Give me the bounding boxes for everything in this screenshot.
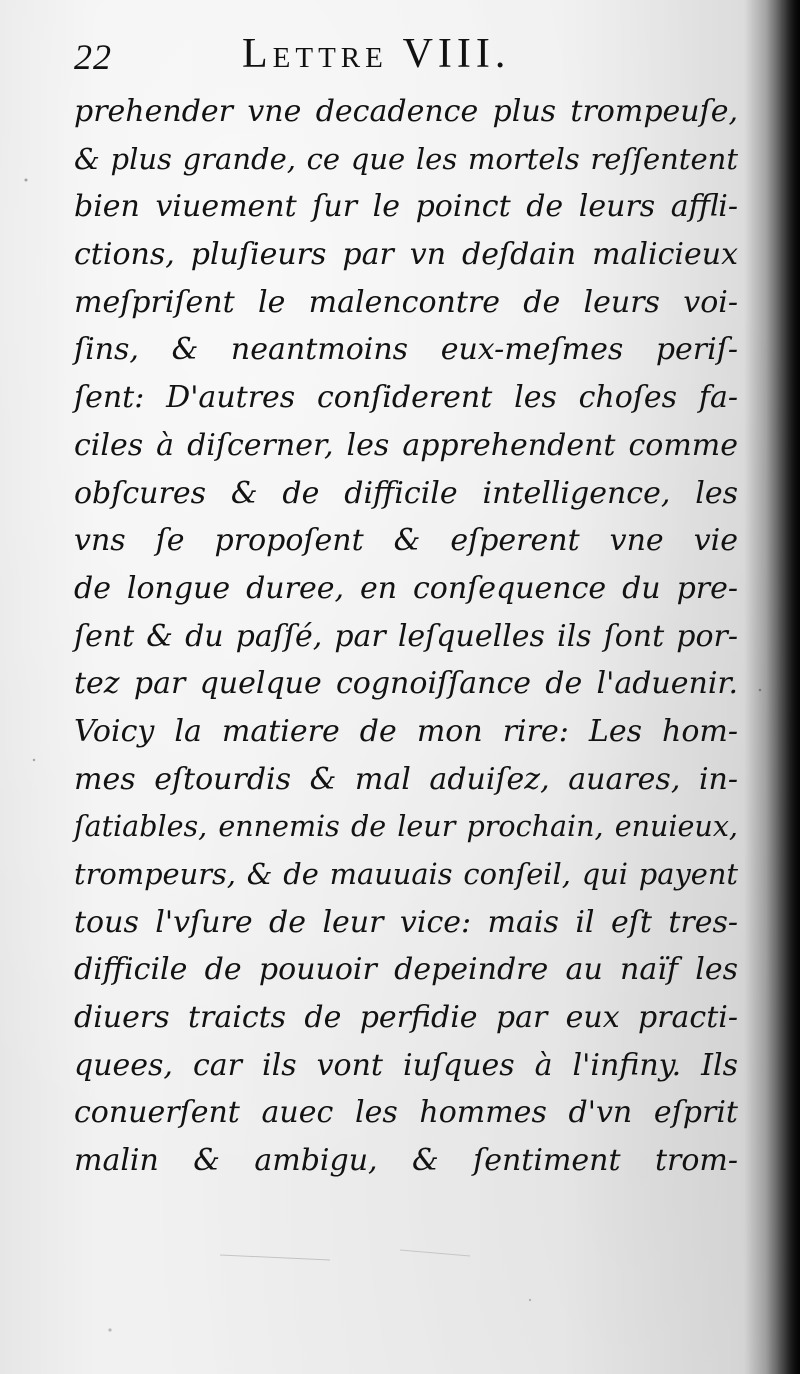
page-number: 22 <box>74 37 112 77</box>
page-edge-shadow <box>766 0 800 1374</box>
text-line: ciles à diſcerner, les apprehendent comme <box>74 427 738 463</box>
text-line: prehender vne decadence plus trompeuſe, <box>74 94 738 129</box>
text-line: ctions, pluſieurs par vn deſdain malicieux <box>74 237 738 273</box>
text-line: trompeurs, & de mauuais conſeil, qui payent <box>74 857 738 891</box>
text-line: ſent & du paſſé, par leſquelles ils ſont por- <box>74 618 738 654</box>
text-line: ſins, & neantmoins eux-meſmes periſ- <box>74 332 738 368</box>
text-line: mes eſtourdis & mal aduiſez, auares, in- <box>74 761 738 797</box>
text-line: Voicy la matiere de mon rire: Les hom- <box>74 713 738 749</box>
text-line: malin & ambigu, & ſentiment trom- <box>74 1143 738 1179</box>
running-head: Lettre VIII. <box>242 31 511 77</box>
text-line: ſent: D'autres conſiderent les choſes fa- <box>74 380 738 416</box>
text-line: tez par quelque cognoiſſance de l'aduenir. <box>74 666 738 702</box>
page-header <box>74 30 734 86</box>
body-text <box>74 88 738 1185</box>
text-line: de longue duree, en conſequence du pre- <box>74 570 738 606</box>
text-line: diuers traicts de perfidie par eux practi- <box>74 1000 738 1036</box>
text-line: obſcures & de difficile intelligence, les <box>74 475 738 511</box>
text-line: tous l'vſure de leur vice: mais il eſt tres- <box>74 904 738 940</box>
text-line: vns ſe propoſent & eſperent vne vie <box>74 523 738 559</box>
text-line: difficile de pouuoir depeindre au naïf les <box>74 952 738 988</box>
text-line: conuerſent auec les hommes d'vn eſprit <box>74 1095 738 1131</box>
text-line: bien viuement ſur le poinct de leurs affli- <box>74 189 738 225</box>
text-line: ſatiables, ennemis de leur prochain, enuieux, <box>74 809 738 844</box>
text-line: & plus grande, ce que les mortels reſſentent <box>74 141 738 176</box>
text-line: meſpriſent le malencontre de leurs voi- <box>74 284 738 320</box>
text-line: quees, car ils vont iuſques à l'infiny. Ils <box>74 1047 738 1083</box>
